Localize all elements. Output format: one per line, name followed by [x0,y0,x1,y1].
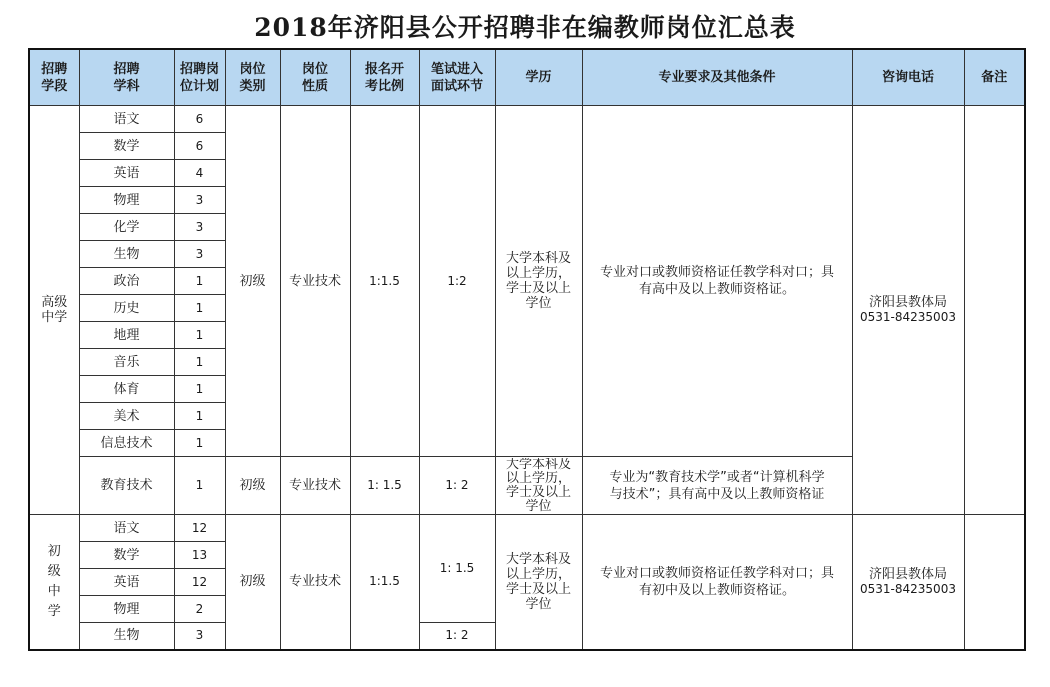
subject-cell: 美术 [79,403,174,430]
header-category: 岗位 类别 [225,49,280,106]
subject-cell: 教育技术 [79,457,174,515]
remarks-cell [964,106,1025,515]
count-cell: 1 [174,430,225,457]
nature-cell: 专业技术 [280,515,350,650]
table-row [29,106,1025,133]
count-cell: 2 [174,596,225,623]
count-cell: 3 [174,241,225,268]
header-nature: 岗位 性质 [280,49,350,106]
requirements-cell: 专业为“教育技术学”或者“计算机科学 与技术”；具有高中及以上教师资格证 [582,457,852,515]
count-cell: 1 [174,403,225,430]
count-cell: 6 [174,133,225,160]
count-cell: 1 [174,295,225,322]
stage-high: 高级 中学 [29,106,79,515]
count-cell: 4 [174,160,225,187]
subject-cell: 地理 [79,322,174,349]
subject-cell: 数学 [79,542,174,569]
education-cell: 大学本科及 以上学历， 学士及以上 学位 [495,106,582,457]
ratio-cell: 1: 1.5 [350,457,419,515]
count-cell: 6 [174,106,225,133]
subject-cell: 英语 [79,569,174,596]
header-plan: 招聘岗 位计划 [174,49,225,106]
education-cell: 大学本科及 以上学历， 学士及以上 学位 [495,457,582,515]
category-cell: 初级 [225,106,280,457]
interview-cell: 1: 2 [419,457,495,515]
count-cell: 3 [174,623,225,650]
requirements-cell: 专业对口或教师资格证任教学科对口；具 有高中及以上教师资格证。 [582,106,852,457]
interview-cell: 1:2 [419,106,495,457]
category-cell: 初级 [225,457,280,515]
header-education: 学历 [495,49,582,106]
count-cell: 1 [174,349,225,376]
count-cell: 1 [174,268,225,295]
header-remarks: 备注 [964,49,1025,106]
count-cell: 1 [174,376,225,403]
stage-junior: 初 级 中 学 [29,515,79,650]
phone-cell: 济阳县教体局 0531-84235003 [852,515,964,650]
count-cell: 1 [174,322,225,349]
category-cell: 初级 [225,515,280,650]
header-requirements: 专业要求及其他条件 [582,49,852,106]
subject-cell: 政治 [79,268,174,295]
remarks-cell [964,515,1025,650]
header-row [29,49,1025,106]
header-phone: 咨询电话 [852,49,964,106]
nature-cell: 专业技术 [280,106,350,457]
education-cell: 大学本科及 以上学历， 学士及以上 学位 [495,515,582,650]
recruitment-table [28,48,1026,651]
subject-cell: 音乐 [79,349,174,376]
header-subject: 招聘 学科 [79,49,174,106]
count-cell: 12 [174,569,225,596]
interview-cell-a: 1: 1.5 [419,515,495,623]
header-ratio: 报名开 考比例 [350,49,419,106]
header-stage: 招聘 学段 [29,49,79,106]
count-cell: 12 [174,515,225,542]
count-cell: 13 [174,542,225,569]
count-cell: 3 [174,187,225,214]
subject-cell: 语文 [79,106,174,133]
subject-cell: 历史 [79,295,174,322]
subject-cell: 生物 [79,623,174,650]
subject-cell: 物理 [79,596,174,623]
phone-cell: 济阳县教体局 0531-84235003 [852,106,964,515]
table-row [29,515,1025,542]
count-cell: 3 [174,214,225,241]
count-cell: 1 [174,457,225,515]
subject-cell: 体育 [79,376,174,403]
subject-cell: 信息技术 [79,430,174,457]
subject-cell: 数学 [79,133,174,160]
subject-cell: 语文 [79,515,174,542]
nature-cell: 专业技术 [280,457,350,515]
subject-cell: 生物 [79,241,174,268]
subject-cell: 英语 [79,160,174,187]
ratio-cell: 1:1.5 [350,515,419,650]
interview-cell-b: 1: 2 [419,623,495,650]
requirements-cell: 专业对口或教师资格证任教学科对口；具 有初中及以上教师资格证。 [582,515,852,650]
header-interview: 笔试进入 面试环节 [419,49,495,106]
page-title: 2018年济阳县公开招聘非在编教师岗位汇总表 [254,13,796,42]
ratio-cell: 1:1.5 [350,106,419,457]
subject-cell: 物理 [79,187,174,214]
subject-cell: 化学 [79,214,174,241]
